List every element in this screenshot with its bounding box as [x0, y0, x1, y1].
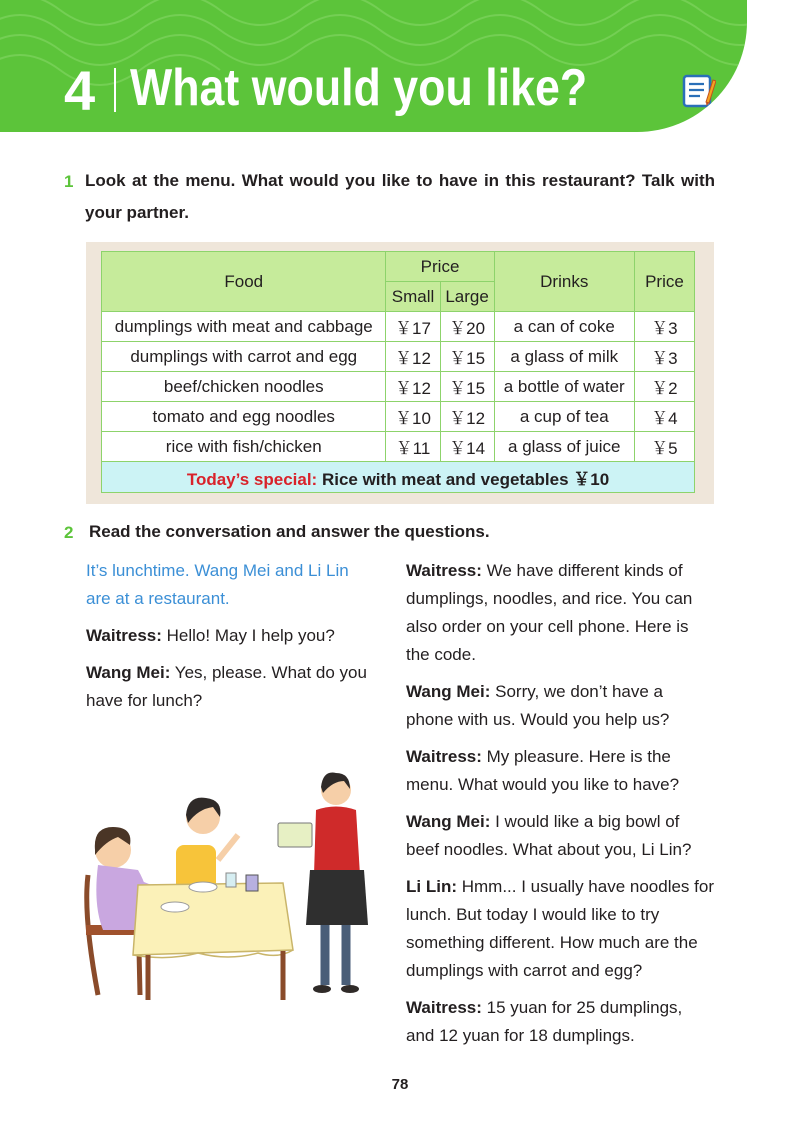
dialogue-line: [406, 557, 714, 669]
conversation-left-column: [86, 557, 376, 724]
dialogue-line: [406, 808, 714, 864]
menu-row: [102, 372, 695, 402]
drink-cell: a glass of milk: [494, 342, 634, 372]
speaker-name: Wang Mei:: [86, 663, 171, 682]
drink-cell: a can of coke: [494, 312, 634, 342]
food-cell: tomato and egg noodles: [102, 402, 386, 432]
speaker-name: Waitress:: [406, 747, 482, 766]
speaker-name: Wang Mei:: [406, 812, 491, 831]
large-price-cell: ￥15: [440, 342, 494, 372]
dialogue-line: [86, 659, 376, 715]
speaker-name: Wang Mei:: [406, 682, 491, 701]
dialogue-text: I would like a big bowl of beef noodles. What about you, Li Lin?: [406, 812, 692, 859]
food-cell: dumplings with carrot and egg: [102, 342, 386, 372]
large-price-cell: ￥15: [440, 372, 494, 402]
dialogue-text: Hmm... I usually have noodles for lunch. But today I would like to try something different. How much are the dumplings with carrot and egg?: [406, 877, 714, 980]
drink-cell: a bottle of water: [494, 372, 634, 402]
speaker-name: Li Lin:: [406, 877, 457, 896]
dialogue-text: My pleasure. Here is the menu. What would you like to have?: [406, 747, 680, 794]
todays-special-label: Today’s special:: [186, 469, 318, 489]
dialogue-text: Sorry, we don’t have a phone with us. Would you help us?: [406, 682, 670, 729]
dialogue-text: We have different kinds of dumplings, noodles, and rice. You can also order on your cell phone. Here is the code.: [406, 561, 693, 664]
activity-2-number: 2: [64, 523, 74, 542]
small-price-cell: ￥12: [386, 342, 440, 372]
food-header: Food: [102, 252, 386, 312]
dialogue-line: [406, 743, 714, 799]
menu-panel: [86, 242, 714, 504]
speaker-name: Waitress:: [406, 561, 482, 580]
instruction-line-2: your partner.: [85, 203, 189, 222]
unit-banner: [0, 0, 747, 132]
drink-price-cell: ￥4: [634, 402, 694, 432]
restaurant-scene-illustration: [78, 765, 378, 1005]
dialogue-text: Hello! May I help you?: [166, 626, 335, 645]
todays-special-cell: [102, 462, 695, 493]
menu-row: [102, 342, 695, 372]
small-price-cell: ￥10: [386, 402, 440, 432]
unit-title: What would you like?: [130, 59, 588, 117]
activity-1-instruction: [85, 165, 715, 229]
dialogue-line: [406, 678, 714, 734]
dialogue-text: 15 yuan for 25 dumplings, and 12 yuan for 18 dumplings.: [406, 998, 683, 1045]
menu-table: [101, 251, 695, 493]
large-header: Large: [440, 282, 494, 312]
dialogue-line: [86, 622, 376, 650]
notebook-pencil-icon: [682, 72, 716, 108]
drink-cell: a cup of tea: [494, 402, 634, 432]
menu-row: [102, 402, 695, 432]
title-divider: [114, 68, 116, 112]
unit-number: 4: [64, 59, 95, 122]
instruction-line-1: Look at the menu. What would you like to have in this restaurant? Talk with: [85, 171, 715, 190]
small-price-cell: ￥17: [386, 312, 440, 342]
menu-row: [102, 312, 695, 342]
todays-special-text: Rice with meat and vegetables ￥10: [321, 469, 610, 489]
dialogue-line: [406, 994, 714, 1050]
food-cell: beef/chicken noodles: [102, 372, 386, 402]
small-header: Small: [386, 282, 440, 312]
page-number: 78: [391, 1076, 409, 1093]
price-header: Price: [386, 252, 494, 282]
food-cell: rice with fish/chicken: [102, 432, 386, 462]
dialogue-line: [406, 873, 714, 985]
small-price-cell: ￥12: [386, 372, 440, 402]
drink-price-cell: ￥3: [634, 312, 694, 342]
drinks-header: Drinks: [494, 252, 634, 312]
food-cell: dumplings with meat and cabbage: [102, 312, 386, 342]
large-price-cell: ￥20: [440, 312, 494, 342]
drink-price-cell: ￥3: [634, 342, 694, 372]
activity-1-number: 1: [64, 172, 74, 191]
conversation-right-column: [406, 557, 714, 1059]
small-price-cell: ￥11: [386, 432, 440, 462]
drink-price-cell: ￥2: [634, 372, 694, 402]
drink-cell: a glass of juice: [494, 432, 634, 462]
scene-intro: It’s lunchtime. Wang Mei and Li Lin are at a restaurant.: [86, 561, 349, 608]
drink-price-header: Price: [634, 252, 694, 312]
speaker-name: Waitress:: [406, 998, 482, 1017]
drink-price-cell: ￥5: [634, 432, 694, 462]
todays-special-row: [102, 462, 695, 493]
activity-2-instruction: Read the conversation and answer the questions.: [89, 522, 490, 541]
large-price-cell: ￥14: [440, 432, 494, 462]
dialogue-text: Yes, please. What do you have for lunch?: [86, 663, 367, 710]
large-price-cell: ￥12: [440, 402, 494, 432]
menu-row: [102, 432, 695, 462]
speaker-name: Waitress:: [86, 626, 162, 645]
